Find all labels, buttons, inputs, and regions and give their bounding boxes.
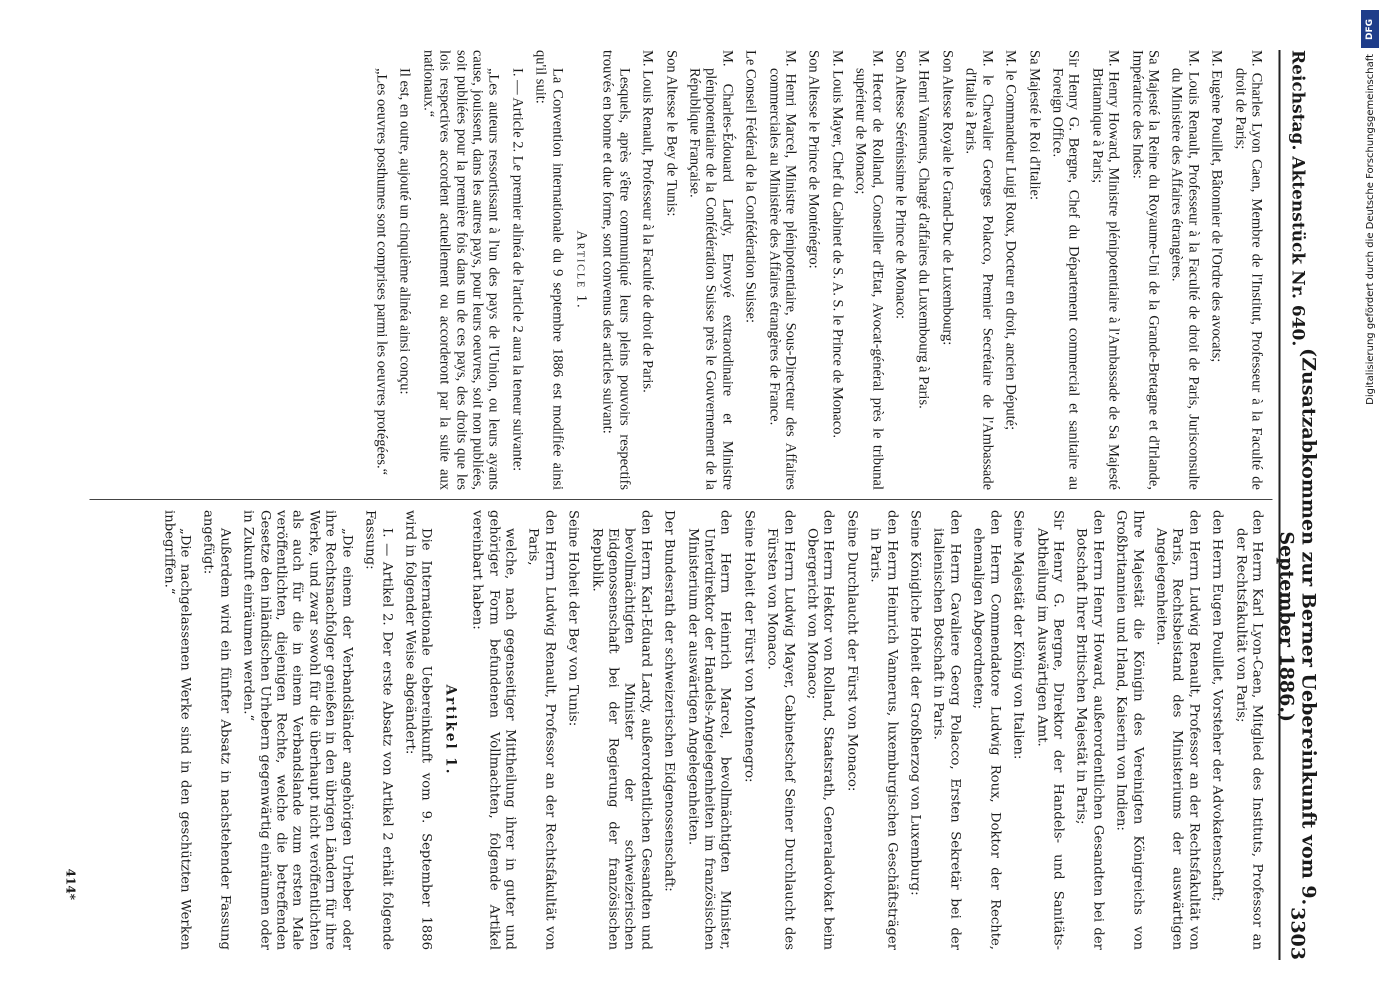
paragraph: Son Altesse Royale le Grand-Duc de Luxembourg: — [939, 50, 956, 346]
paragraph: Sa Majesté la Reine du Royaume-Uni de la Grande-Bretagne et d'Irlande, Impératrice des Indes: — [1129, 50, 1162, 490]
dfg-logo: DFG — [1361, 10, 1379, 48]
paragraph: den Herrn Ludwig Renault, Professor an der Rechtsfakultät von Paris, Rechtsbeistand des Ministeriums der auswärtigen Angelegenheiten. — [1153, 510, 1202, 950]
paragraph: „Die einem der Verbandsländer angehörigen Urheber oder ihre Rechtsnachfolger genießen in den übrigen Ländern für ihre Werke, und zwar sowohl für die überhaupt nicht veröffentlichten als auch für die in einem Verbandslande zum ersten Male veröffentlichten, diejenigen Rechte, welche die betreffenden Gesetze den inländischen Urhebern gegenwärtig einräumen oder in Zukunft einräumen werden.“ — [240, 510, 355, 950]
paragraph: Sir Henry G. Bergne, Direktor der Handels- und Sanitäts-Abtheilung im Auswärtigen Amt. — [1034, 510, 1066, 950]
column-divider — [90, 499, 1273, 500]
paragraph: Son Altesse le Bey de Tunis: — [663, 50, 680, 217]
paragraph: M. Henry Howard, Ministre plénipotentiaire à l'Ambassade de Sa Majesté Britannique à Paris; — [1089, 50, 1122, 490]
paragraph: „Die nachgelassenen Werke sind in den geschützten Werken inbegriffen.“ — [161, 510, 193, 950]
paragraph: La Convention internationale du 9 septembre 1886 est modifiée ainsi qu'il suit: — [532, 50, 566, 490]
paragraph: M. Hector de Rolland, Conseiller d'Etat, Avocat-général près le tribunal supérieur de Monaco; — [852, 50, 886, 490]
rotated-page — [50, 20, 1333, 980]
paragraph: Son Altesse Sérénissime le Prince de Monaco: — [892, 50, 909, 320]
paragraph: Le Conseil Fédéral de la Confédération Suisse: — [742, 50, 759, 324]
paragraph: Außerdem wird ein fünfter Absatz in nachstehender Fassung angefügt: — [200, 510, 233, 950]
paragraph: den Herrn Hektor von Rolland, Staatsrath, Generaladvokat beim Obergericht von Monaco; — [804, 510, 836, 950]
paragraph: Seine Durchlaucht der Fürst von Monaco: — [844, 510, 860, 792]
paragraph: den Herrn Heinrich Vannerus, luxemburgischen Geschäftsträger in Paris. — [867, 510, 900, 950]
paragraph: I. — Artikel 2. Der erste Absatz von Artikel 2 erhält folgende Fassung: — [362, 510, 395, 950]
page-number: 3303 — [1286, 907, 1309, 960]
paragraph: Der Bundesrath der schweizerischen Eidgenossenschaft: — [661, 510, 677, 892]
paragraph: I. — Article 2. Le premier alinéa de l'article 2 aura la teneur suivante: — [509, 68, 526, 472]
paragraph: Seine Hoheit der Bey von Tunis: — [565, 510, 581, 727]
paragraph: welche, nach gegenseitiger Mittheilung ihrer in guter und gehöriger Form befundenen Vollmachten, folgende Artikel vereinbart haben: — [469, 510, 518, 950]
paragraph: Sa Majesté le Roi d'Italie: — [1026, 50, 1043, 200]
page-header — [1275, 50, 1320, 960]
paragraph: M. Louis Renault, Professeur à la Faculté de droit de Paris, Jurisconsulte du Ministère des Affaires étrangères. — [1168, 50, 1202, 490]
paragraph: M. Louis Mayer, Chef du Cabinet de S. A. S. le Prince de Monaco. — [829, 50, 846, 439]
page-mark: 414* — [63, 868, 78, 900]
paragraph: M. le Chevalier Georges Polacco, Premier Secrétaire de l'Ambassade d'Italie à Paris. — [962, 50, 996, 490]
paragraph: Seine Hoheit der Fürst von Montenegro: — [741, 510, 757, 783]
paragraph: den Herrn Eugen Pouillet, Vorsteher der Advokatenschaft; — [1209, 510, 1225, 902]
article-heading: Article 1. — [573, 230, 590, 310]
paragraph: Sir Henry G. Bergne, Chef du Département commercial et sanitaire au Foreign Office. — [1049, 50, 1082, 490]
paragraph: M. Henri Marcel, Ministre plénipotentiaire, Sous-Directeur des Affaires commerciales au Ministère des Affaires étrangères de France. — [766, 50, 799, 490]
document-page — [50, 20, 1333, 980]
paragraph: „Les oeuvres posthumes sont comprises parmi les oeuvres protégées.“ — [373, 68, 390, 476]
paragraph: M. Louis Renault, Professeur à la Faculté de droit de Paris. — [639, 50, 656, 393]
paragraph: Ihre Majestät die Königin des Vereinigten Königreichs von Großbritannien und Irland, Kaiserin von Indien: — [1113, 510, 1146, 950]
paragraph: M. Eugène Pouillet, Bâtonnier de l'Ordre des avocats; — [1208, 50, 1225, 363]
paragraph: Lesquels, après s'être communiqué leurs pleins pouvoirs respectifs trouvés en bonne et due forme, sont convenus des articles suivant: — [599, 50, 633, 490]
article-heading: Artikel 1. — [442, 684, 459, 776]
paragraph: den Herrn Commendatore Ludwig Roux, Doktor der Rechte, ehemaligen Abgeordneten; — [970, 510, 1003, 950]
paragraph: den Herrn Cavaliere Georg Polacco, Ersten Sekretär bei der italienischen Botschaft in Paris. — [931, 510, 963, 950]
paragraph: Seine Königliche Hoheit der Großherzog von Luxemburg: — [907, 510, 923, 896]
digitization-credit: Digitalisierung gefördert durch die Deutsche Forschungsgemeinschaft — [1365, 54, 1376, 405]
paragraph: den Herrn Heinrich Marcel, bevollmächtigten Minister, Unterdirektor der Handels-Angelegenheiten im französischen Ministerium der auswärtigen Angelegenheiten. — [685, 510, 733, 950]
paragraph: den Herrn Karl-Eduard Lardy, außerordentlichen Gesandten und bevollmächtigten Minister der schweizerischen Eidgenossenschaft bei der Regierung der französischen Republik. — [589, 510, 654, 950]
french-column — [80, 50, 1265, 490]
paragraph: den Herrn Karl Lyon-Caen, Mitglied des Instituts, Professor an der Rechtsfakultät von Paris; — [1233, 510, 1265, 950]
german-column — [80, 510, 1265, 950]
paragraph: M. le Commandeur Luigi Roux, Docteur en droit, ancien Député; — [1002, 50, 1019, 431]
paragraph: Die Internationale Uebereinkunft vom 9. September 1886 wird in folgender Weise abgeändert: — [402, 510, 434, 950]
digitization-sidebar — [1355, 0, 1383, 1000]
paragraph: Il est, en outre, aujouté un cinquième alinéa ainsi conçu: — [396, 68, 413, 395]
paragraph: Seine Majestät der König von Italien: — [1010, 510, 1026, 760]
paragraph: den Herrn Henry Howard, außerordentlichen Gesandten bei der Botschaft Ihrer Britischen Majestät in Paris; — [1073, 510, 1106, 950]
paragraph: M. Charles Lyon Caen, Membre de l'Institut, Professeur à la Faculté de droit de Paris; — [1232, 50, 1265, 490]
header-left: Reichstag. Aktenstück Nr. 640. — [1287, 50, 1308, 347]
paragraph: M. Henri Vannerus, Chargé d'affaires du Luxembourg à Paris. — [916, 50, 932, 409]
header-title: (Zusatzabkommen zur Berner Uebereinkunft vom 9. September 1886.) — [1275, 348, 1320, 906]
paragraph: den Herrn Ludwig Renault, Professor an der Rechtsfakultät von Paris, — [525, 510, 558, 950]
header-rule — [1279, 50, 1281, 960]
paragraph: „Les auteurs ressortissant à l'un des pays de l'Union, ou leurs ayants cause, jouissent, dans les autres pays, pour leurs oeuvres, soit non publiées, soit publiées pour la première fois dans un de ces pays, des droits que les lois respectives accordent actuellement ou accorderont par la suite aux nationaux.“ — [420, 50, 502, 490]
paragraph: Son Altesse le Prince de Monténégro: — [805, 50, 822, 269]
paragraph: den Herrn Ludwig Mayer, Cabinetschef Seiner Durchlaucht des Fürsten von Monaco. — [764, 510, 797, 950]
paragraph: M. Charles-Édouard Lardy, Envoyé extraordinaire et Ministre plénipotentiaire de la Confédération Suisse près le Gouvernement de la République Française. — [686, 50, 736, 490]
